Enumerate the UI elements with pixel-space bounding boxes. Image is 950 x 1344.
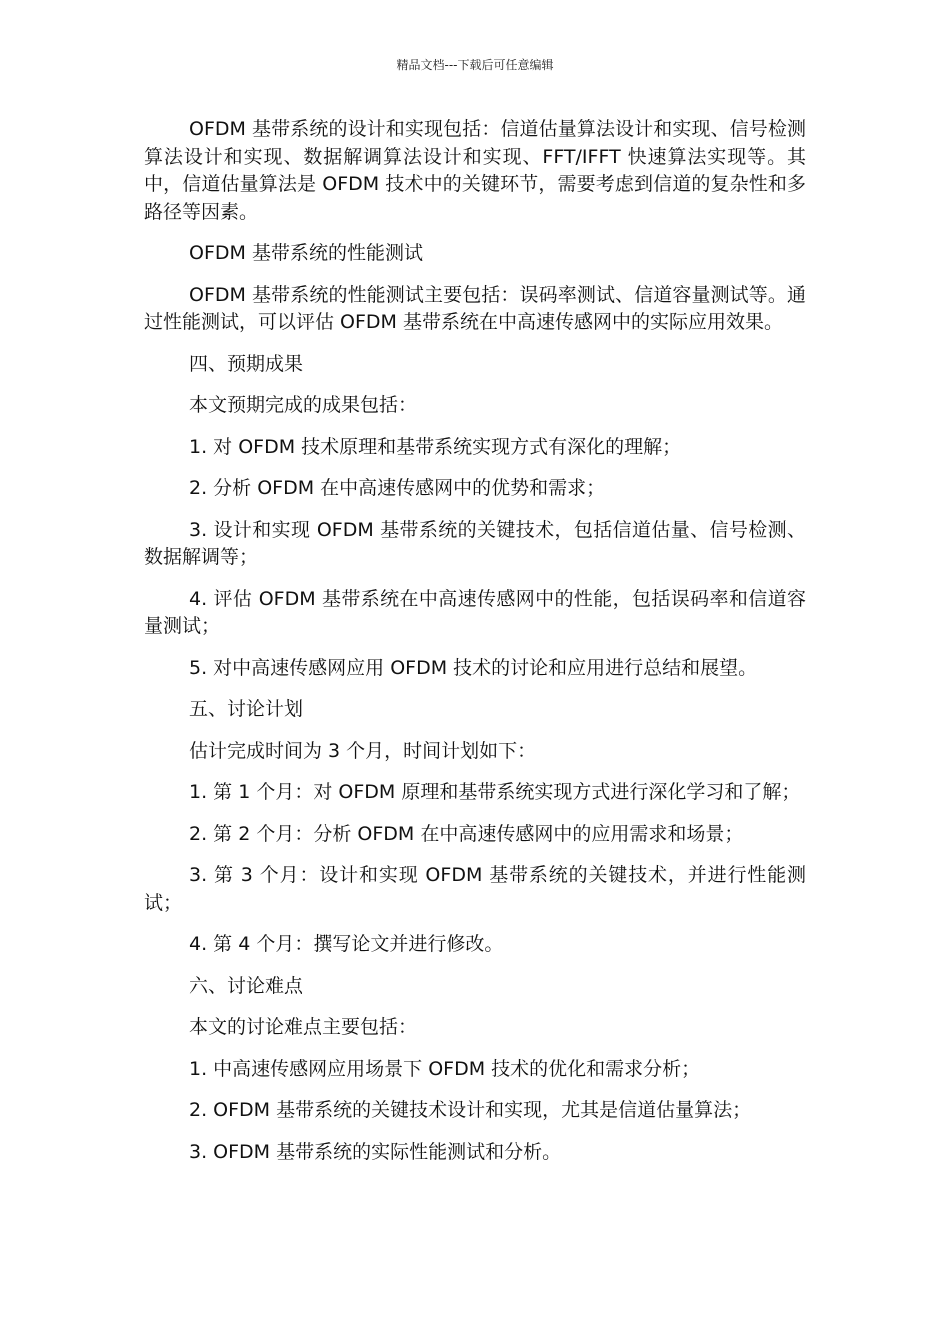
list-item-month-2: 2. 第 2 个月：分析 OFDM 在中高速传感网中的应用需求和场景； [189,822,744,845]
list-item-difficulty-3: 3. OFDM 基带系统的实际性能测试和分析。 [189,1140,562,1163]
section-heading-expected-results: 四、预期成果 [189,352,304,375]
section-heading-difficulties: 六、讨论难点 [189,974,304,997]
paragraph-difficulties-intro: 本文的讨论难点主要包括： [189,1016,418,1038]
list-item-result-4: 4. 评估 OFDM 基带系统在中高速传感网中的性能，包括误码率和信道容量测试； [144,587,806,637]
list-item-month-1: 1. 第 1 个月：对 OFDM 原理和基带系统实现方式进行深化学习和了解； [189,781,801,803]
paragraph-design-overview: OFDM 基带系统的设计和实现包括：信道估量算法设计和实现、信号检测算法设计和实现、数据解调算法设计和实现、FFT/IFFT 快速算法实现等。其中，信道估量算法是 OFDM 技术中的关键环节，需要考虑到信道的复杂性和多路径等因素。 [144,118,806,223]
page-header: 精品文档---下载后可任意编辑 [396,58,554,72]
list-item-difficulty-2: 2. OFDM 基带系统的关键技术设计和实现，尤其是信道估量算法； [189,1099,752,1121]
paragraph-results-intro: 本文预期完成的成果包括： [189,394,418,416]
paragraph-performance-test: OFDM 基带系统的性能测试主要包括：误码率测试、信道容量测试等。通过性能测试，可以评估 OFDM 基带系统在中高速传感网中的实际应用效果。 [144,283,806,333]
section-heading-research-plan: 五、讨论计划 [189,698,304,720]
paragraph-plan-intro: 估计完成时间为 3 个月，时间计划如下： [189,739,537,762]
list-item-result-1: 1. 对 OFDM 技术原理和基带系统实现方式有深化的理解； [189,435,682,458]
list-item-month-3: 3. 第 3 个月：设计和实现 OFDM 基带系统的关键技术，并进行性能测试； [144,864,806,914]
document-body [144,116,806,1180]
section-heading-performance-test: OFDM 基带系统的性能测试 [189,242,423,264]
list-item-result-5: 5. 对中高速传感网应用 OFDM 技术的讨论和应用进行总结和展望。 [189,656,758,679]
list-item-result-2: 2. 分析 OFDM 在中高速传感网中的优势和需求； [189,477,606,499]
list-item-month-4: 4. 第 4 个月：撰写论文并进行修改。 [189,933,504,955]
list-item-result-3: 3. 设计和实现 OFDM 基带系统的关键技术，包括信道估量、信号检测、数据解调等； [144,518,806,568]
list-item-difficulty-1: 1. 中高速传感网应用场景下 OFDM 技术的优化和需求分析； [189,1057,701,1080]
